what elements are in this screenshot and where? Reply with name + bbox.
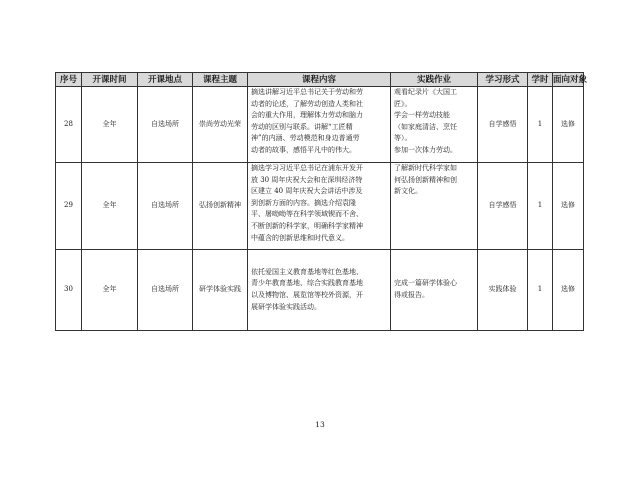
content-line: 到创新方面的内容。摘选介绍袁隆: [251, 198, 356, 207]
header-hours: 学时: [528, 73, 553, 87]
page-number: 13: [315, 420, 325, 429]
row-homework: [391, 250, 478, 331]
header-form: 学习形式: [478, 73, 528, 87]
row-target: 选修: [553, 250, 584, 331]
row-form: 自学感悟: [478, 163, 528, 250]
content-line: 劳动的区别与联系。讲解“工匠精: [251, 122, 353, 131]
homework-line: 匠》。: [394, 99, 412, 108]
row-place: 自选场所: [138, 87, 193, 163]
table-row: [56, 250, 584, 331]
row-place: 自选场所: [138, 250, 193, 331]
content-line: 会的重大作用，理解体力劳动和脑力: [251, 111, 363, 120]
content-line: 不断创新的科学家，明确科学家精神: [251, 221, 363, 230]
row-time: 全年: [82, 87, 138, 163]
content-line: 放 30 周年庆祝大会和在深圳经济特: [251, 175, 363, 184]
homework-line: 观看纪录片《大国工: [394, 88, 457, 96]
row-number: 30: [56, 250, 82, 331]
table-row: [56, 87, 584, 163]
header-no: 序号: [56, 73, 82, 87]
row-hours: 1: [528, 163, 553, 250]
row-target: 选修: [553, 163, 584, 250]
homework-line: 新文化。: [394, 187, 422, 196]
homework-line: 得或报告。: [394, 291, 429, 299]
content-line: 以及博物馆、展览馆等校外资源，开: [251, 291, 363, 299]
header-target: 面向对象: [553, 74, 588, 85]
homework-line: 完成一篇研学体验心: [394, 279, 457, 288]
header-place: 开课地点: [138, 73, 193, 87]
row-form: 实践体验: [478, 250, 528, 331]
content-line: 依托爱国主义教育基地等红色基地、: [251, 267, 363, 276]
row-number: 28: [56, 87, 82, 163]
header-content: 课程内容: [248, 73, 391, 87]
row-target: 选修: [553, 87, 584, 163]
row-time: 全年: [82, 163, 138, 250]
table-header-row: [56, 73, 584, 87]
content-line: 青少年教育基地、综合实践教育基地: [251, 279, 363, 288]
row-hours: 1: [528, 87, 553, 163]
row-hours: 1: [528, 250, 553, 331]
row-content: [248, 163, 391, 250]
homework-line: （如家庭清洁、烹饪: [394, 122, 457, 131]
content-line: 平、屠呦呦等在科学领域锲而不舍、: [251, 210, 363, 219]
content-line: 中蕴含的创新思维和时代意义。: [251, 233, 349, 242]
row-form: 自学感悟: [478, 87, 528, 163]
content-line: 动者的论述，了解劳动创造人类和社: [251, 99, 363, 108]
table-row: [56, 163, 584, 250]
row-place: 自选场所: [138, 163, 193, 250]
row-time: 全年: [82, 250, 138, 331]
homework-line: 参加一次体力劳动。: [394, 145, 457, 154]
row-homework: [391, 87, 478, 163]
row-theme: 崇尚劳动光荣: [193, 87, 248, 163]
row-content: [248, 250, 391, 331]
row-number: 29: [56, 163, 82, 250]
row-content: [248, 87, 391, 163]
homework-line: 学会一样劳动技能: [394, 111, 450, 120]
homework-line: 了解新时代科学家如: [394, 164, 457, 172]
row-theme: 研学体验实践: [193, 250, 248, 331]
content-line: 展研学体验实践活动。: [251, 302, 321, 311]
header-time: 开课时间: [82, 73, 138, 87]
content-line: 动者的故事，感悟平凡中的伟大。: [251, 145, 356, 154]
content-line: 摘选讲解习近平总书记关于劳动和劳: [251, 88, 363, 96]
course-schedule-table: [55, 72, 588, 331]
content-line: 摘选学习习近平总书记在浦东开发开: [251, 164, 363, 172]
row-theme: 弘扬创新精神: [193, 163, 248, 250]
header-theme: 课程主题: [193, 73, 248, 87]
content-line: 区建立 40 周年庆祝大会讲话中涉及: [251, 187, 363, 196]
row-homework: [391, 163, 478, 250]
homework-line: 何弘扬创新精神和创: [394, 175, 457, 184]
header-homework: 实践作业: [391, 73, 478, 87]
homework-line: 等）。: [394, 134, 412, 143]
content-line: 神”的内涵、劳动模范和身边普通劳: [251, 134, 360, 143]
